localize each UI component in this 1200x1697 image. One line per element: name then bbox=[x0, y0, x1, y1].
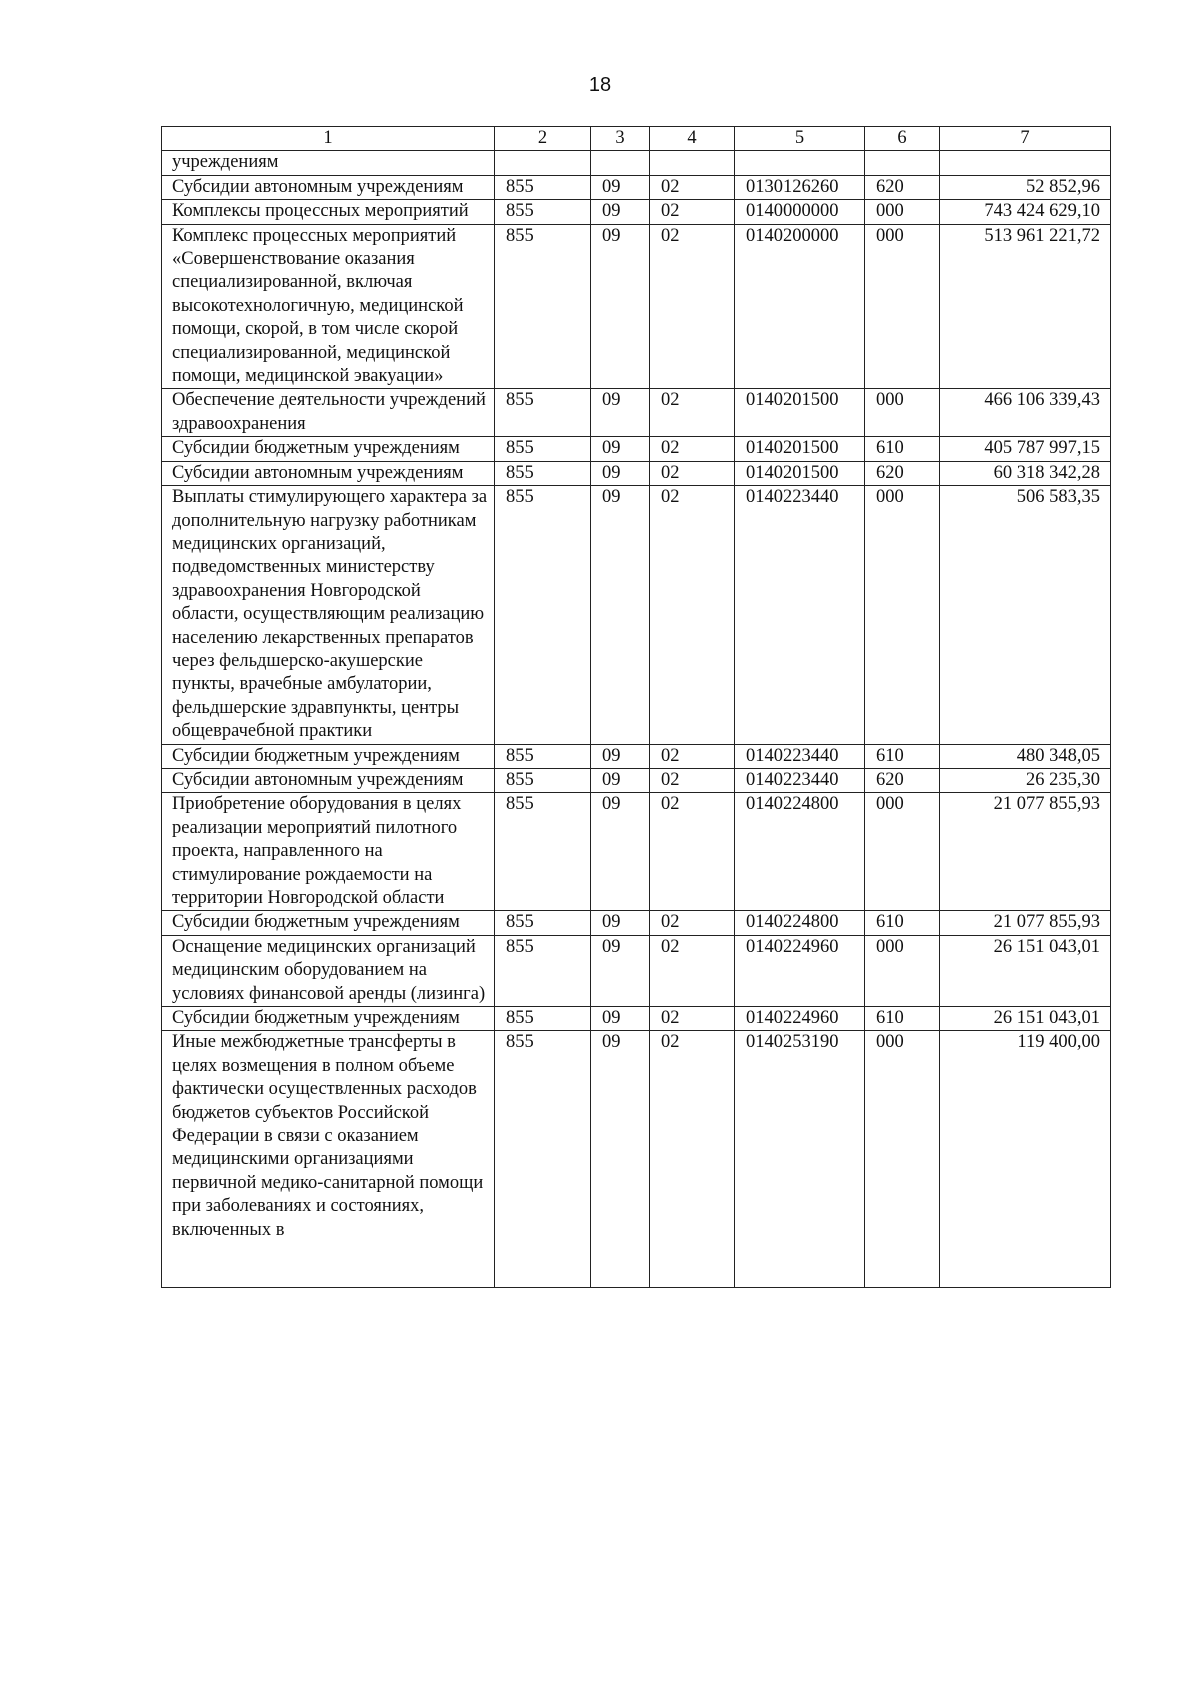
target-article-code-cell: 0140200000 bbox=[735, 224, 865, 389]
amount-cell: 119 400,00 bbox=[940, 1031, 1111, 1288]
subsection-code-cell: 02 bbox=[650, 437, 735, 461]
subsection-code-cell bbox=[650, 151, 735, 175]
item-name-cell: Приобретение оборудования в целях реализации мероприятий пилотного проекта, направленного на стимулирование рождаемости на территории Новгородской области bbox=[162, 793, 495, 911]
subsection-code-cell: 02 bbox=[650, 935, 735, 1006]
table-row bbox=[162, 1007, 1111, 1031]
ministry-code-cell bbox=[495, 151, 591, 175]
item-name-cell: Обеспечение деятельности учреждений здравоохранения bbox=[162, 389, 495, 437]
ministry-code-cell: 855 bbox=[495, 935, 591, 1006]
subsection-code-cell: 02 bbox=[650, 1031, 735, 1288]
subsection-code-cell: 02 bbox=[650, 486, 735, 744]
target-article-code-cell: 0140201500 bbox=[735, 461, 865, 485]
amount-cell: 513 961 221,72 bbox=[940, 224, 1111, 389]
budget-table bbox=[161, 126, 1111, 1288]
section-code-cell: 09 bbox=[591, 389, 650, 437]
section-code-cell: 09 bbox=[591, 768, 650, 792]
subsection-code-cell: 02 bbox=[650, 744, 735, 768]
amount-cell: 21 077 855,93 bbox=[940, 793, 1111, 911]
section-code-cell: 09 bbox=[591, 437, 650, 461]
ministry-code-cell: 855 bbox=[495, 1007, 591, 1031]
expense-type-code-cell: 610 bbox=[865, 437, 940, 461]
table-header bbox=[162, 127, 1111, 151]
ministry-code-cell: 855 bbox=[495, 744, 591, 768]
ministry-code-cell: 855 bbox=[495, 200, 591, 224]
target-article-code-cell: 0140223440 bbox=[735, 486, 865, 744]
column-header: 2 bbox=[495, 127, 591, 151]
ministry-code-cell: 855 bbox=[495, 175, 591, 199]
target-article-code-cell: 0140224960 bbox=[735, 935, 865, 1006]
item-name-cell: Комплекс процессных мероприятий «Совершенствование оказания специализированной, включая высокотехнологичную, медицинской помощи, скорой, в том числе скорой специализированной, медицинской помощи, медицинской эвакуации» bbox=[162, 224, 495, 389]
section-code-cell bbox=[591, 151, 650, 175]
amount-cell: 21 077 855,93 bbox=[940, 911, 1111, 935]
item-name-cell: учреждениям bbox=[162, 151, 495, 175]
ministry-code-cell: 855 bbox=[495, 793, 591, 911]
table-row bbox=[162, 935, 1111, 1006]
amount-cell: 26 151 043,01 bbox=[940, 1007, 1111, 1031]
item-name-cell: Субсидии бюджетным учреждениям bbox=[162, 911, 495, 935]
table-row bbox=[162, 768, 1111, 792]
subsection-code-cell: 02 bbox=[650, 461, 735, 485]
target-article-code-cell: 0140223440 bbox=[735, 744, 865, 768]
amount-cell: 60 318 342,28 bbox=[940, 461, 1111, 485]
table-body bbox=[162, 151, 1111, 1288]
table-row bbox=[162, 793, 1111, 911]
section-code-cell: 09 bbox=[591, 175, 650, 199]
item-name-cell: Субсидии автономным учреждениям bbox=[162, 768, 495, 792]
ministry-code-cell: 855 bbox=[495, 389, 591, 437]
table-row bbox=[162, 389, 1111, 437]
ministry-code-cell: 855 bbox=[495, 461, 591, 485]
subsection-code-cell: 02 bbox=[650, 793, 735, 911]
section-code-cell: 09 bbox=[591, 911, 650, 935]
target-article-code-cell: 0130126260 bbox=[735, 175, 865, 199]
item-name-cell: Субсидии бюджетным учреждениям bbox=[162, 1007, 495, 1031]
amount-cell: 26 151 043,01 bbox=[940, 935, 1111, 1006]
section-code-cell: 09 bbox=[591, 200, 650, 224]
expense-type-code-cell: 000 bbox=[865, 935, 940, 1006]
table-row bbox=[162, 175, 1111, 199]
subsection-code-cell: 02 bbox=[650, 911, 735, 935]
expense-type-code-cell: 610 bbox=[865, 1007, 940, 1031]
target-article-code-cell: 0140224800 bbox=[735, 793, 865, 911]
expense-type-code-cell: 000 bbox=[865, 389, 940, 437]
amount-cell: 480 348,05 bbox=[940, 744, 1111, 768]
subsection-code-cell: 02 bbox=[650, 768, 735, 792]
target-article-code-cell: 0140223440 bbox=[735, 768, 865, 792]
item-name-cell: Субсидии бюджетным учреждениям bbox=[162, 437, 495, 461]
section-code-cell: 09 bbox=[591, 1007, 650, 1031]
amount-cell: 26 235,30 bbox=[940, 768, 1111, 792]
table-row bbox=[162, 437, 1111, 461]
target-article-code-cell: 0140253190 bbox=[735, 1031, 865, 1288]
section-code-cell: 09 bbox=[591, 461, 650, 485]
header-row bbox=[162, 127, 1111, 151]
target-article-code-cell: 0140224800 bbox=[735, 911, 865, 935]
item-name-cell: Выплаты стимулирующего характера за дополнительную нагрузку работникам медицинских организаций, подведомственных министерству здравоохранения Новгородской области, осуществляющим реализацию населению лекарственных препаратов через фельдшерско-акушерские пункты, врачебные амбулатории, фельдшерские здравпункты, центры общеврачебной практики bbox=[162, 486, 495, 744]
item-name-cell: Субсидии автономным учреждениям bbox=[162, 461, 495, 485]
column-header: 6 bbox=[865, 127, 940, 151]
section-code-cell: 09 bbox=[591, 793, 650, 911]
expense-type-code-cell: 000 bbox=[865, 1031, 940, 1288]
section-code-cell: 09 bbox=[591, 224, 650, 389]
ministry-code-cell: 855 bbox=[495, 486, 591, 744]
amount-cell: 405 787 997,15 bbox=[940, 437, 1111, 461]
target-article-code-cell: 0140201500 bbox=[735, 437, 865, 461]
ministry-code-cell: 855 bbox=[495, 768, 591, 792]
expense-type-code-cell: 000 bbox=[865, 486, 940, 744]
expense-type-code-cell: 610 bbox=[865, 911, 940, 935]
table-row bbox=[162, 151, 1111, 175]
ministry-code-cell: 855 bbox=[495, 911, 591, 935]
subsection-code-cell: 02 bbox=[650, 389, 735, 437]
page-number: 18 bbox=[588, 74, 612, 96]
expense-type-code-cell: 610 bbox=[865, 744, 940, 768]
table-row bbox=[162, 486, 1111, 744]
amount-cell: 466 106 339,43 bbox=[940, 389, 1111, 437]
table-row bbox=[162, 224, 1111, 389]
column-header: 5 bbox=[735, 127, 865, 151]
table-row bbox=[162, 1031, 1111, 1288]
subsection-code-cell: 02 bbox=[650, 200, 735, 224]
table-row bbox=[162, 461, 1111, 485]
amount-cell: 52 852,96 bbox=[940, 175, 1111, 199]
expense-type-code-cell: 620 bbox=[865, 768, 940, 792]
expense-type-code-cell: 000 bbox=[865, 793, 940, 911]
amount-cell bbox=[940, 151, 1111, 175]
item-name-cell: Комплексы процессных мероприятий bbox=[162, 200, 495, 224]
ministry-code-cell: 855 bbox=[495, 1031, 591, 1288]
target-article-code-cell: 0140224960 bbox=[735, 1007, 865, 1031]
column-header: 7 bbox=[940, 127, 1111, 151]
subsection-code-cell: 02 bbox=[650, 1007, 735, 1031]
item-name-cell: Субсидии бюджетным учреждениям bbox=[162, 744, 495, 768]
expense-type-code-cell bbox=[865, 151, 940, 175]
column-header: 1 bbox=[162, 127, 495, 151]
section-code-cell: 09 bbox=[591, 486, 650, 744]
expense-type-code-cell: 620 bbox=[865, 175, 940, 199]
column-header: 4 bbox=[650, 127, 735, 151]
expense-type-code-cell: 000 bbox=[865, 224, 940, 389]
target-article-code-cell bbox=[735, 151, 865, 175]
amount-cell: 506 583,35 bbox=[940, 486, 1111, 744]
subsection-code-cell: 02 bbox=[650, 224, 735, 389]
column-header: 3 bbox=[591, 127, 650, 151]
target-article-code-cell: 0140000000 bbox=[735, 200, 865, 224]
table-row bbox=[162, 200, 1111, 224]
section-code-cell: 09 bbox=[591, 744, 650, 768]
subsection-code-cell: 02 bbox=[650, 175, 735, 199]
item-name-cell: Иные межбюджетные трансферты в целях возмещения в полном объеме фактически осуществленных расходов бюджетов субъектов Российской Федерации в связи с оказанием медицинскими организациями первичной медико-санитарной помощи при заболеваниях и состояниях, включенных в bbox=[162, 1031, 495, 1288]
section-code-cell: 09 bbox=[591, 1031, 650, 1288]
amount-cell: 743 424 629,10 bbox=[940, 200, 1111, 224]
ministry-code-cell: 855 bbox=[495, 224, 591, 389]
table-row bbox=[162, 744, 1111, 768]
item-name-cell: Субсидии автономным учреждениям bbox=[162, 175, 495, 199]
target-article-code-cell: 0140201500 bbox=[735, 389, 865, 437]
table-row bbox=[162, 911, 1111, 935]
expense-type-code-cell: 620 bbox=[865, 461, 940, 485]
section-code-cell: 09 bbox=[591, 935, 650, 1006]
item-name-cell: Оснащение медицинских организаций медицинским оборудованием на условиях финансовой аренды (лизинга) bbox=[162, 935, 495, 1006]
ministry-code-cell: 855 bbox=[495, 437, 591, 461]
expense-type-code-cell: 000 bbox=[865, 200, 940, 224]
